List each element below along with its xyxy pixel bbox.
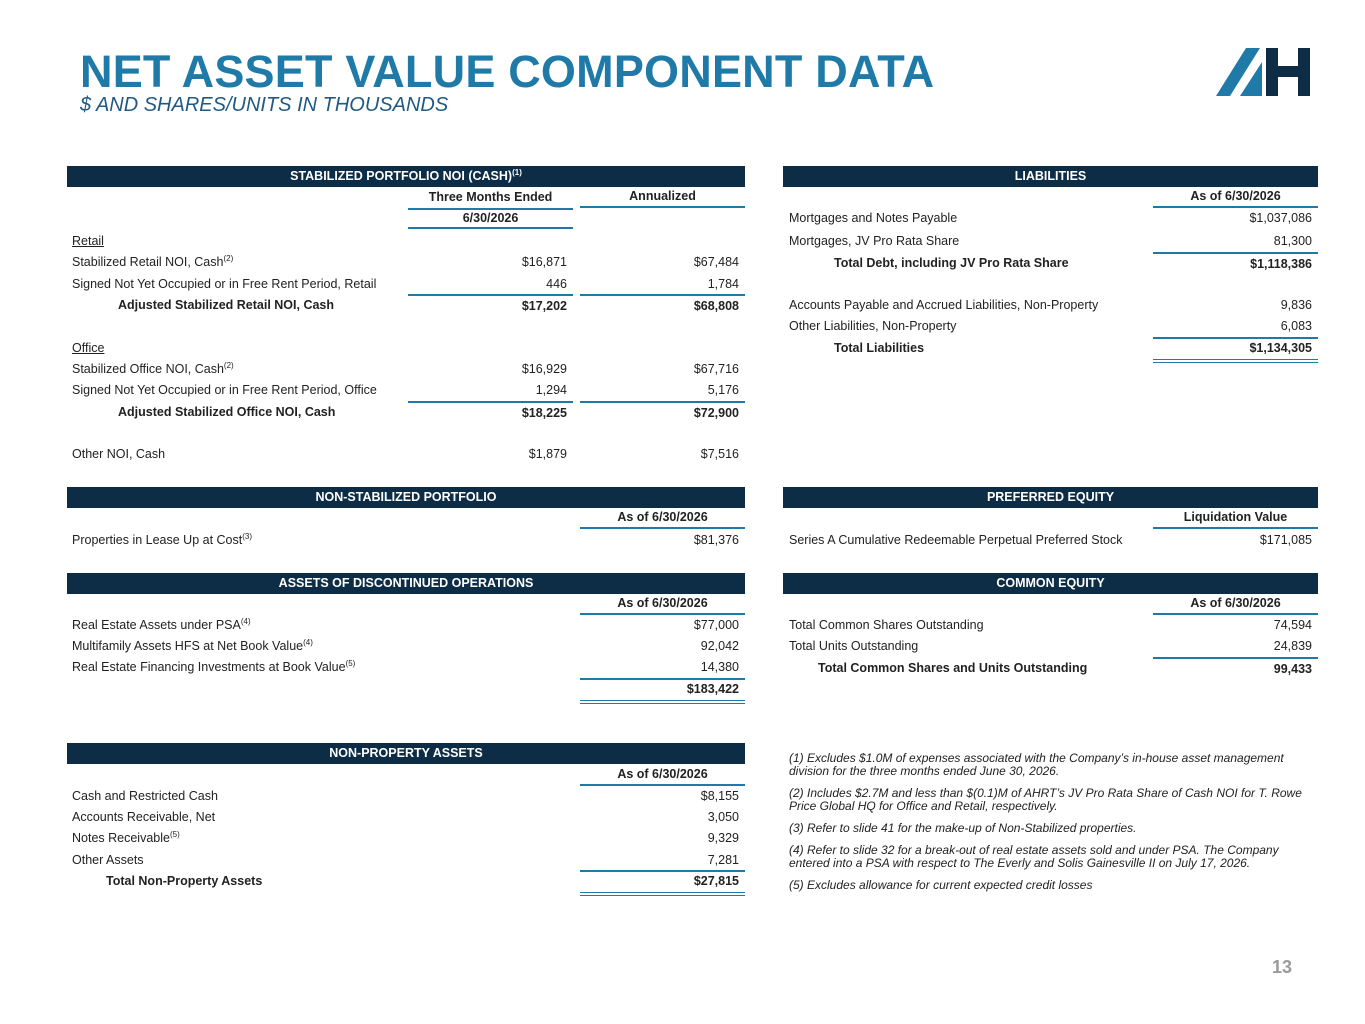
- office-noi-label: [72, 359, 234, 380]
- non-property-row-text: Notes Receivable: [72, 831, 170, 845]
- discontinued-row-label: [72, 636, 313, 657]
- footnote-ref: (2): [223, 253, 234, 263]
- discontinued-col-header: As of 6/30/2026: [580, 594, 745, 615]
- other-liabilities-label: Other Liabilities, Non-Property: [789, 319, 957, 333]
- footnote-ref: (4): [240, 616, 251, 626]
- office-heading: Office: [72, 341, 105, 355]
- common-shares-value: 74,594: [1273, 618, 1312, 632]
- col-header-date: 6/30/2026: [408, 208, 573, 229]
- other-noi-label: Other NOI, Cash: [72, 447, 166, 461]
- preferred-equity-header: PREFERRED EQUITY: [783, 487, 1318, 508]
- discontinued-row-text: Real Estate Financing Investments at Book Value: [72, 660, 346, 674]
- footnote: (2) Includes $2.7M and less than $(0.1)M of AHRT’s JV Pro Rata Share of Cash NOI for T. Rowe Price Global HQ for Office and Retail, respectively.: [789, 786, 1302, 813]
- non-property-row-value: 3,050: [707, 810, 739, 824]
- non-property-row-label: [72, 786, 218, 807]
- non-property-row-label: [72, 807, 215, 828]
- total-shares-units-value: 99,433: [1153, 657, 1318, 678]
- units-label: Total Units Outstanding: [789, 639, 919, 653]
- preferred-col-header: Liquidation Value: [1153, 508, 1318, 529]
- page-number: 13: [1272, 957, 1293, 977]
- footnote-ref: (4): [303, 637, 313, 647]
- preferred-stock-value: $171,085: [1259, 533, 1312, 547]
- retail-noi-annual: $67,484: [693, 255, 739, 269]
- retail-adjusted-quarter: $17,202: [408, 294, 573, 315]
- footnote: (5) Excludes allowance for current expected credit losses: [789, 878, 1093, 892]
- footnote-ref: (3): [242, 531, 253, 541]
- non-property-row-value: $8,155: [700, 789, 739, 803]
- col-header-annualized: Annualized: [580, 187, 745, 208]
- discontinued-row-label: [72, 657, 355, 678]
- stabilized-header-text: STABILIZED PORTFOLIO NOI (CASH): [290, 169, 513, 183]
- accounts-payable-label: Accounts Payable and Accrued Liabilities, Non-Property: [789, 298, 1099, 312]
- retail-snyo-annual: 1,784: [707, 277, 739, 291]
- jv-mortgages-label: Mortgages, JV Pro Rata Share: [789, 234, 960, 248]
- retail-adjusted-annual: $68,808: [580, 294, 745, 315]
- preferred-stock-label: Series A Cumulative Redeemable Perpetual Preferred Stock: [789, 533, 1123, 547]
- discontinued-row-text: Real Estate Assets under PSA: [72, 618, 241, 632]
- discontinued-row-value: 14,380: [700, 660, 739, 674]
- stabilized-portfolio-header: [67, 166, 745, 187]
- retail-noi-label: [72, 252, 233, 273]
- office-noi-quarter: $16,929: [521, 362, 567, 376]
- common-equity-header: COMMON EQUITY: [783, 573, 1318, 594]
- office-snyo-annual: 5,176: [707, 383, 739, 397]
- non-property-row-text: Accounts Receivable, Net: [72, 810, 216, 824]
- lease-up-label: [72, 530, 252, 551]
- page-subtitle: $ AND SHARES/UNITS IN THOUSANDS: [80, 94, 449, 116]
- other-noi-annual: $7,516: [700, 447, 739, 461]
- retail-snyo-quarter: 446: [546, 277, 567, 291]
- office-snyo-label: Signed Not Yet Occupied or in Free Rent Period, Office: [72, 383, 377, 397]
- non-property-col-header: As of 6/30/2026: [580, 765, 745, 786]
- total-liabilities-label: Total Liabilities: [834, 341, 925, 355]
- mortgages-value: $1,037,086: [1249, 211, 1312, 225]
- retail-heading: Retail: [72, 234, 104, 248]
- accounts-payable-value: 9,836: [1280, 298, 1312, 312]
- office-adjusted-label: Adjusted Stabilized Office NOI, Cash: [118, 405, 336, 419]
- discontinued-ops-header: ASSETS OF DISCONTINUED OPERATIONS: [67, 573, 745, 594]
- other-liabilities-value: 6,083: [1280, 319, 1312, 333]
- discontinued-row-label: [72, 615, 251, 636]
- footnote: (3) Refer to slide 41 for the make-up of Non-Stabilized properties.: [789, 821, 1137, 835]
- total-liabilities-value: $1,134,305: [1153, 337, 1318, 363]
- mortgages-label: Mortgages and Notes Payable: [789, 211, 958, 225]
- footnote-ref: (1): [512, 167, 522, 177]
- units-value: 24,839: [1273, 639, 1312, 653]
- office-noi-annual: $67,716: [693, 362, 739, 376]
- liabilities-col-header: As of 6/30/2026: [1153, 187, 1318, 208]
- office-snyo-quarter: 1,294: [535, 383, 567, 397]
- office-adjusted-annual: $72,900: [580, 401, 745, 422]
- retail-noi-quarter: $16,871: [521, 255, 567, 269]
- non-property-assets-header: NON-PROPERTY ASSETS: [67, 743, 745, 764]
- total-debt-value: $1,118,386: [1153, 252, 1318, 273]
- non-property-row-label: [72, 850, 144, 871]
- office-adjusted-quarter: $18,225: [408, 401, 573, 422]
- discontinued-row-value: $77,000: [693, 618, 739, 632]
- office-noi-text: Stabilized Office NOI, Cash: [72, 362, 224, 376]
- footnote: (4) Refer to slide 32 for a break-out of real estate assets sold and under PSA. The Company entered into a PSA with respect to The Everly and Solis Gainesville II on July 17, 2026.: [789, 843, 1279, 870]
- non-property-row-value: 9,329: [707, 831, 739, 845]
- company-logo: [1216, 46, 1312, 98]
- total-debt-label: Total Debt, including JV Pro Rata Share: [834, 256, 1069, 270]
- lease-up-value: $81,376: [693, 533, 739, 547]
- discontinued-total-value: $183,422: [580, 678, 745, 704]
- footnote-ref: (2): [223, 360, 234, 370]
- footnotes: [789, 752, 1319, 901]
- retail-noi-text: Stabilized Retail NOI, Cash: [72, 255, 224, 269]
- page-title: NET ASSET VALUE COMPONENT DATA: [80, 46, 935, 97]
- footnote: (1) Excludes $1.0M of expenses associated with the Company’s in-house asset management division for the three months ended June 30, 2026.: [789, 751, 1284, 778]
- jv-mortgages-value: 81,300: [1273, 234, 1312, 248]
- discontinued-row-value: 92,042: [700, 639, 739, 653]
- total-shares-units-label: Total Common Shares and Units Outstanding: [818, 661, 1088, 675]
- non-property-total-value: $27,815: [580, 870, 745, 896]
- non-stabilized-col-header: As of 6/30/2026: [580, 508, 745, 529]
- other-noi-quarter: $1,879: [528, 447, 567, 461]
- non-stabilized-header: NON-STABILIZED PORTFOLIO: [67, 487, 745, 508]
- col-header-three-months: Three Months Ended: [428, 190, 553, 204]
- non-property-row-text: Cash and Restricted Cash: [72, 789, 218, 803]
- common-shares-label: Total Common Shares Outstanding: [789, 618, 984, 632]
- non-property-row-value: 7,281: [707, 853, 739, 867]
- retail-adjusted-label: Adjusted Stabilized Retail NOI, Cash: [118, 298, 335, 312]
- lease-up-text: Properties in Lease Up at Cost: [72, 533, 243, 547]
- common-col-header: As of 6/30/2026: [1153, 594, 1318, 615]
- retail-snyo-label: Signed Not Yet Occupied or in Free Rent Period, Retail: [72, 277, 377, 291]
- footnote-ref: (5): [345, 658, 356, 668]
- footnote-ref: (5): [169, 829, 180, 839]
- non-property-total-label: Total Non-Property Assets: [106, 874, 263, 888]
- discontinued-row-text: Multifamily Assets HFS at Net Book Value: [72, 639, 304, 653]
- liabilities-header: LIABILITIES: [783, 166, 1318, 187]
- non-property-row-label: [72, 828, 180, 849]
- non-property-row-text: Other Assets: [72, 853, 144, 867]
